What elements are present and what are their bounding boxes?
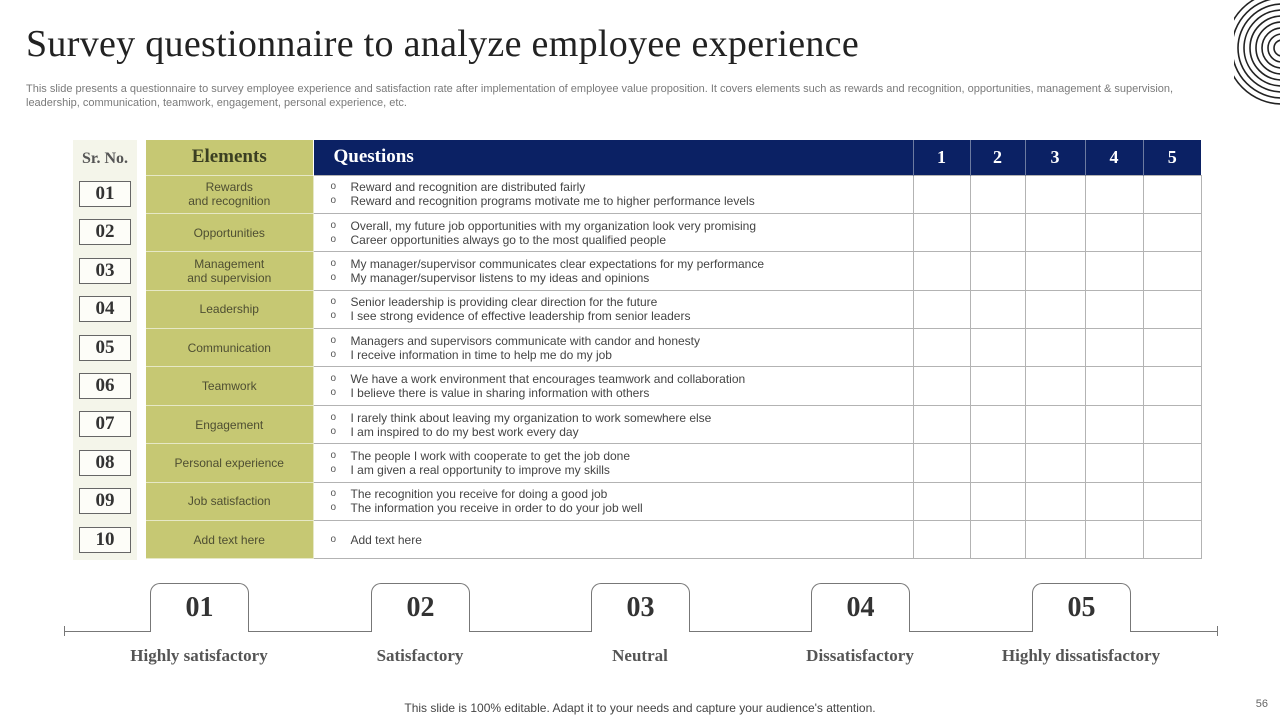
question-text: My manager/supervisor listens to my ideas and opinions — [350, 270, 650, 285]
table-row — [146, 444, 1201, 482]
rating-cell-3[interactable] — [1025, 405, 1085, 443]
rating-cell-1[interactable] — [913, 175, 970, 213]
question-item — [331, 233, 913, 247]
questions-cell — [313, 405, 913, 443]
element-cell — [146, 482, 313, 520]
rating-cell-1[interactable] — [913, 482, 970, 520]
rating-header-4: 4 — [1085, 140, 1143, 175]
rating-cell-5[interactable] — [1143, 521, 1201, 559]
bullet-circle-icon: o — [330, 348, 337, 360]
rating-cell-1[interactable] — [913, 213, 970, 251]
rating-cell-4[interactable] — [1085, 367, 1143, 405]
rating-cell-3[interactable] — [1025, 367, 1085, 405]
sr-no-box: 10 — [79, 527, 131, 553]
sr-no-box: 03 — [79, 258, 131, 284]
rating-cell-5[interactable] — [1143, 444, 1201, 482]
sr-no-column — [73, 140, 137, 560]
slide-subtitle: This slide presents a questionnaire to survey employee experience and satisfaction rate after implementation of employee value proposition. It covers elements such as rewards and recognition, opportunities, management & supervision, leadership, communication, teamwork, engagement, personal experience, etc. — [26, 83, 1174, 109]
question-text: I am inspired to do my best work every day — [350, 424, 579, 439]
question-text: Add text here — [350, 532, 422, 547]
rating-cell-2[interactable] — [970, 367, 1025, 405]
table-row — [146, 329, 1201, 367]
question-item — [331, 463, 913, 477]
rating-cell-3[interactable] — [1025, 521, 1085, 559]
rating-cell-4[interactable] — [1085, 482, 1143, 520]
rating-cell-1[interactable] — [913, 405, 970, 443]
rating-header-1: 1 — [913, 140, 970, 175]
rating-cell-5[interactable] — [1143, 175, 1201, 213]
bullet-circle-icon: o — [330, 296, 337, 308]
element-label: Teamwork — [201, 379, 257, 394]
rating-cell-5[interactable] — [1143, 329, 1201, 367]
questions-cell — [313, 367, 913, 405]
questions-cell — [313, 175, 913, 213]
scale-label: Highly dissatisfactory — [1001, 646, 1161, 665]
element-cell — [146, 213, 313, 251]
rating-cell-4[interactable] — [1085, 444, 1143, 482]
bullet-circle-icon: o — [330, 373, 337, 385]
element-label: Engagement — [195, 417, 264, 432]
rating-cell-3[interactable] — [1025, 252, 1085, 290]
rating-cell-5[interactable] — [1143, 213, 1201, 251]
bullet-circle-icon: o — [330, 463, 337, 475]
question-text: I am given a real opportunity to improve my skills — [350, 462, 610, 477]
questions-cell — [313, 329, 913, 367]
rating-cell-2[interactable] — [970, 521, 1025, 559]
table-row — [146, 367, 1201, 405]
table-row — [146, 213, 1201, 251]
bullet-circle-icon: o — [330, 334, 337, 346]
sr-no-box: 04 — [79, 296, 131, 322]
rating-cell-2[interactable] — [970, 482, 1025, 520]
bullet-circle-icon: o — [330, 411, 337, 423]
question-item — [331, 219, 913, 233]
rating-cell-2[interactable] — [970, 252, 1025, 290]
element-label: Add text here — [193, 532, 265, 547]
table-row — [146, 175, 1201, 213]
slide-title: Survey questionnaire to analyze employee experience — [26, 23, 860, 65]
rating-cell-4[interactable] — [1085, 252, 1143, 290]
element-label: Management — [194, 256, 265, 271]
rating-header-5: 5 — [1143, 140, 1201, 175]
question-text: My manager/supervisor communicates clear expectations for my performance — [350, 256, 764, 271]
rating-cell-2[interactable] — [970, 175, 1025, 213]
element-cell — [146, 290, 313, 328]
rating-cell-1[interactable] — [913, 521, 970, 559]
question-text: I rarely think about leaving my organization to work somewhere else — [350, 410, 712, 425]
bullet-circle-icon: o — [330, 257, 337, 269]
table-row — [146, 290, 1201, 328]
questions-cell — [313, 213, 913, 251]
rating-cell-2[interactable] — [970, 444, 1025, 482]
scale-label: Neutral — [612, 646, 668, 665]
question-item — [331, 425, 913, 439]
rating-cell-5[interactable] — [1143, 367, 1201, 405]
question-text: Reward and recognition programs motivate me to higher performance levels — [350, 194, 755, 209]
element-cell — [146, 175, 313, 213]
rating-cell-4[interactable] — [1085, 521, 1143, 559]
question-item — [331, 449, 913, 463]
sr-no-box: 08 — [79, 450, 131, 476]
question-item — [331, 411, 913, 425]
element-label: Communication — [187, 340, 271, 355]
question-item — [331, 295, 913, 309]
question-text: I believe there is value in sharing information with others — [350, 386, 650, 401]
rating-cell-1[interactable] — [913, 444, 970, 482]
table-header-row — [146, 140, 1201, 175]
rating-cell-4[interactable] — [1085, 329, 1143, 367]
rating-header-2: 2 — [970, 140, 1025, 175]
question-item — [331, 180, 913, 194]
element-label: and supervision — [187, 270, 272, 285]
elements-header: Elements — [146, 140, 313, 175]
bullet-circle-icon: o — [330, 488, 337, 500]
rating-cell-2[interactable] — [970, 329, 1025, 367]
rating-cell-1[interactable] — [913, 367, 970, 405]
question-text: The people I work with cooperate to get the job done — [350, 448, 631, 463]
element-label: and recognition — [188, 194, 271, 209]
question-text: The recognition you receive for doing a good job — [350, 487, 608, 502]
bullet-circle-icon: o — [330, 271, 337, 283]
concentric-circles-decoration — [1234, 0, 1280, 120]
element-label: Leadership — [199, 302, 259, 317]
question-item — [331, 194, 913, 208]
question-item — [331, 334, 913, 348]
question-item — [331, 348, 913, 362]
rating-cell-3[interactable] — [1025, 213, 1085, 251]
question-text: I receive information in time to help me do my job — [350, 347, 612, 362]
bullet-circle-icon: o — [330, 502, 337, 514]
rating-cell-4[interactable] — [1085, 175, 1143, 213]
scale-tick-right — [1217, 626, 1218, 636]
question-text: Managers and supervisors communicate with candor and honesty — [350, 333, 701, 348]
scale-tick-left — [64, 626, 65, 636]
scale-label: Dissatisfactory — [806, 646, 914, 665]
question-item — [331, 372, 913, 386]
scale-number-tab: 03 — [591, 583, 690, 632]
scale-number-tab: 02 — [371, 583, 470, 632]
question-text: Reward and recognition are distributed fairly — [350, 180, 586, 195]
rating-cell-1[interactable] — [913, 329, 970, 367]
bullet-circle-icon: o — [330, 219, 337, 231]
table-row — [146, 252, 1201, 290]
question-text: I see strong evidence of effective leadership from senior leaders — [350, 309, 691, 324]
questions-cell — [313, 290, 913, 328]
question-item — [331, 309, 913, 323]
rating-cell-1[interactable] — [913, 290, 970, 328]
table-row — [146, 482, 1201, 520]
element-label: Rewards — [205, 180, 253, 195]
sr-no-box: 05 — [79, 335, 131, 361]
scale-number-tab: 04 — [811, 583, 910, 632]
questions-header: Questions — [313, 140, 913, 175]
element-cell — [146, 329, 313, 367]
element-cell — [146, 405, 313, 443]
scale-label: Highly satisfactory — [130, 646, 268, 665]
table-row — [146, 405, 1201, 443]
rating-cell-5[interactable] — [1143, 405, 1201, 443]
sr-no-box: 01 — [79, 181, 131, 207]
rating-cell-4[interactable] — [1085, 405, 1143, 443]
rating-cell-3[interactable] — [1025, 482, 1085, 520]
rating-cell-2[interactable] — [970, 290, 1025, 328]
element-cell — [146, 252, 313, 290]
rating-cell-3[interactable] — [1025, 290, 1085, 328]
scale-number-tab: 05 — [1032, 583, 1131, 632]
sr-no-box: 09 — [79, 488, 131, 514]
rating-cell-5[interactable] — [1143, 252, 1201, 290]
rating-cell-5[interactable] — [1143, 290, 1201, 328]
sr-no-box: 02 — [79, 219, 131, 245]
questions-cell — [313, 252, 913, 290]
survey-table — [146, 140, 1202, 559]
scale-number-tab: 01 — [150, 583, 249, 632]
question-item — [331, 257, 913, 271]
footer-note: This slide is 100% editable. Adapt it to your needs and capture your audience's attention. — [404, 701, 876, 715]
element-label: Personal experience — [174, 455, 284, 470]
bullet-circle-icon: o — [330, 449, 337, 461]
question-item — [331, 487, 913, 501]
bullet-circle-icon: o — [330, 233, 337, 245]
question-text: Senior leadership is providing clear direction for the future — [350, 295, 658, 310]
rating-header-3: 3 — [1025, 140, 1085, 175]
element-label: Job satisfaction — [187, 494, 271, 509]
rating-cell-1[interactable] — [913, 252, 970, 290]
rating-cell-2[interactable] — [970, 213, 1025, 251]
questions-cell — [313, 482, 913, 520]
question-text: Career opportunities always go to the most qualified people — [350, 232, 667, 247]
scale-label: Satisfactory — [376, 646, 464, 665]
question-item — [331, 501, 913, 515]
bullet-circle-icon: o — [330, 195, 337, 207]
table-row — [146, 521, 1201, 559]
page-number: 56 — [1255, 698, 1268, 710]
bullet-circle-icon: o — [330, 387, 337, 399]
question-item — [331, 386, 913, 400]
question-item — [331, 533, 913, 547]
question-text: Overall, my future job opportunities with my organization look very promising — [350, 218, 757, 233]
bullet-circle-icon: o — [330, 181, 337, 193]
questions-cell — [313, 521, 913, 559]
element-cell — [146, 444, 313, 482]
element-label: Opportunities — [193, 225, 265, 240]
sr-no-box: 07 — [79, 411, 131, 437]
question-text: The information you receive in order to do your job well — [350, 501, 643, 516]
bullet-circle-icon: o — [330, 533, 337, 545]
rating-cell-3[interactable] — [1025, 329, 1085, 367]
question-text: We have a work environment that encourages teamwork and collaboration — [350, 372, 746, 387]
rating-cell-4[interactable] — [1085, 290, 1143, 328]
rating-cell-2[interactable] — [970, 405, 1025, 443]
rating-cell-4[interactable] — [1085, 213, 1143, 251]
question-item — [331, 271, 913, 285]
rating-cell-5[interactable] — [1143, 482, 1201, 520]
sr-no-header: Sr. No. — [81, 150, 129, 167]
rating-cell-3[interactable] — [1025, 175, 1085, 213]
questions-cell — [313, 444, 913, 482]
bullet-circle-icon: o — [330, 310, 337, 322]
bullet-circle-icon: o — [330, 425, 337, 437]
rating-cell-3[interactable] — [1025, 444, 1085, 482]
element-cell — [146, 367, 313, 405]
sr-no-box: 06 — [79, 373, 131, 399]
element-cell — [146, 521, 313, 559]
